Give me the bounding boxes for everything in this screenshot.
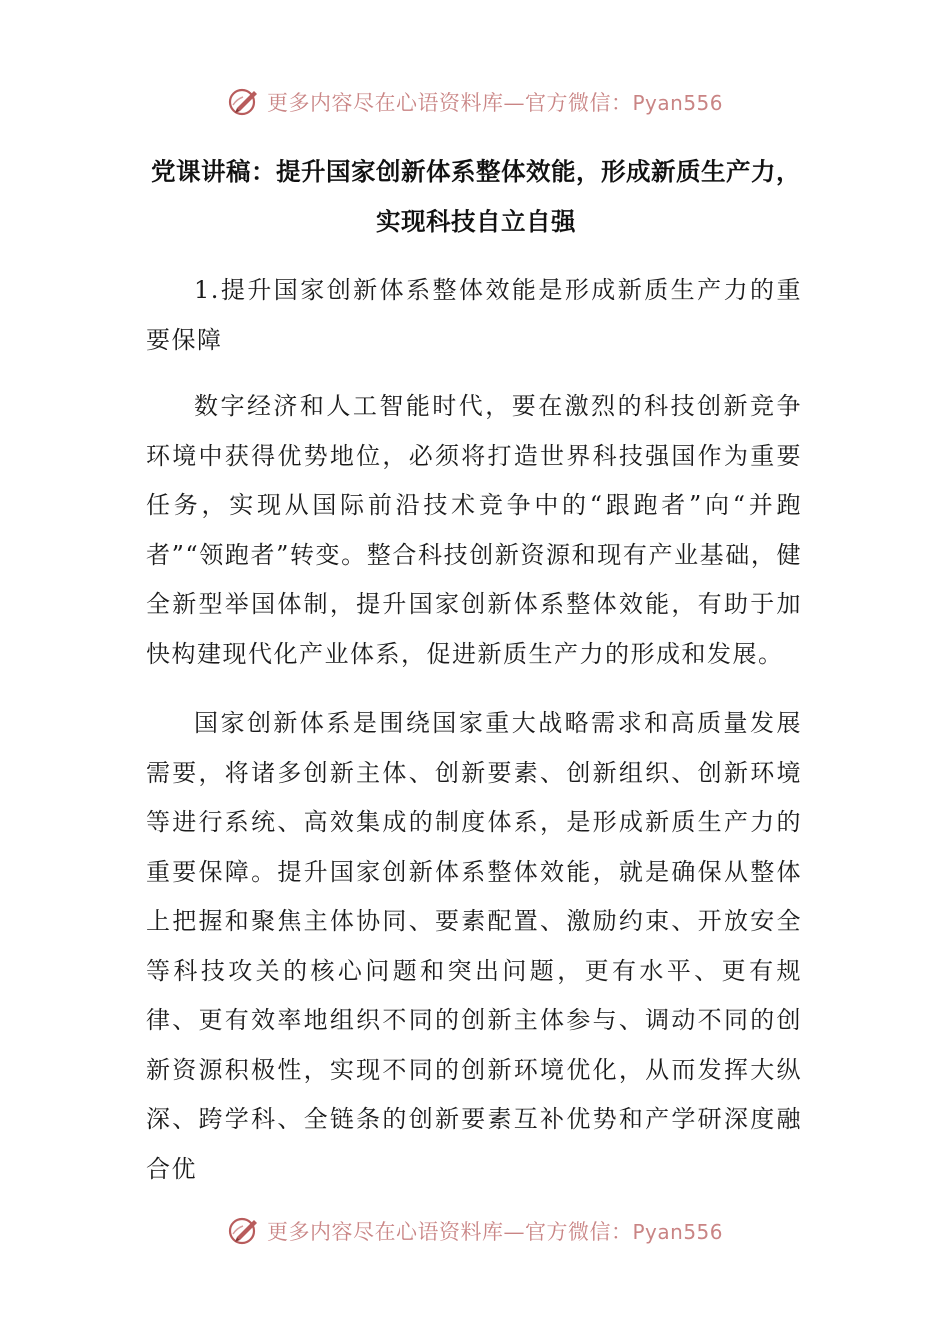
document-title: 党课讲稿：提升国家创新体系整体效能，形成新质生产力，实现科技自立自强 [151,157,801,236]
footer-banner [0,1211,950,1251]
banner-label: 更多内容尽在心语资料库—官方微信： [266,91,633,115]
banner-text [267,87,723,117]
pen-logo-icon [227,85,261,119]
banner-label: 更多内容尽在心语资料库—官方微信： [266,1220,633,1244]
banner-text [267,1216,723,1246]
paragraph-2: 国家创新体系是围绕国家重大战略需求和高质量发展需要，将诸多创新主体、创新要素、创新组织、创新环境等进行系统、高效集成的制度体系，是形成新质生产力的重要保障。提升国家创新体系整体效能，就是确保从整体上把握和聚焦主体协同、要素配置、激励约束、开放安全等科技攻关的核心问题和突出问题，更有水平、更有规律、更有效率地组织不同的创新主体参与、调动不同的创新资源积极性，实现不同的创新环境优化，从而发挥大纵深、跨学科、全链条的创新要素互补优势和产学研深度融合优 [146,709,802,1183]
section-heading: 1.提升国家创新体系整体效能是形成新质生产力的重要保障 [146,276,802,354]
header-banner [0,82,950,122]
banner-wechat-id: Pyan556 [632,1220,723,1244]
pen-logo-icon [227,1214,261,1248]
banner-wechat-id: Pyan556 [632,91,723,115]
paragraph-1: 数字经济和人工智能时代，要在激烈的科技创新竞争环境中获得优势地位，必须将打造世界科技强国作为重要任务，实现从国际前沿技术竞争中的“跟跑者”向“并跑者”“领跑者”转变。整合科技创新资源和现有产业基础，健全新型举国体制，提升国家创新体系整体效能，有助于加快构建现代化产业体系，促进新质生产力的形成和发展。 [146,392,802,668]
